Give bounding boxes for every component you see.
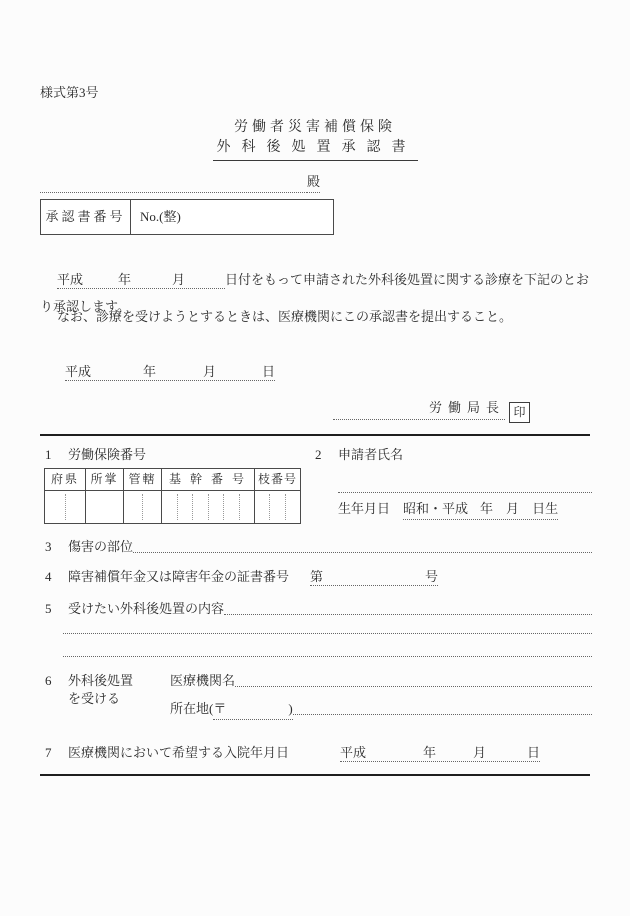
facility-address-row — [170, 700, 592, 720]
section-1-label: 労働保険番号 — [68, 447, 147, 462]
facility-address-label: 所在地( — [170, 701, 214, 716]
birth-date-line — [338, 500, 558, 520]
addressee-suffix: 殿 — [307, 173, 320, 193]
col-header-prefecture: 府県 — [45, 469, 86, 490]
approval-sentence-part1: 日付をもって申請された外科後処置に関する診療を下記のとお — [225, 272, 590, 287]
era-label: 平成 — [340, 745, 367, 760]
admission-date-underline — [340, 745, 540, 762]
section-2-heading — [315, 446, 403, 464]
col-header-branch-number: 枝番号 — [257, 472, 297, 487]
section-7-label: 医療機関において希望する入院年月日 — [68, 745, 290, 760]
decision-date-blank — [65, 364, 275, 381]
section-4-row — [45, 568, 289, 586]
cert-suffix: 号 — [425, 569, 439, 584]
note-paragraph: なお、診療を受けようとするときは、医療機関にこの承認書を提出すること。 — [57, 309, 513, 324]
section-number: 6 — [45, 673, 52, 688]
injury-part-dotted-line — [133, 538, 592, 553]
content-line-2 — [63, 656, 592, 657]
section-number: 3 — [45, 539, 52, 554]
jurisdiction-digit-cell — [86, 491, 124, 523]
era-label: 昭和・平成 — [403, 501, 469, 516]
insurance-table-entry-row — [45, 491, 300, 523]
section-1-heading — [45, 446, 146, 464]
section-4-label: 障害補償年金又は障害年金の証書番号 — [68, 569, 290, 584]
form-title-main — [0, 139, 630, 161]
section-number: 7 — [45, 745, 52, 760]
district-digit-cell — [124, 491, 162, 523]
era-label: 平成 — [57, 272, 84, 287]
paren-close: ) — [288, 701, 293, 716]
approval-paragraph-line2: り承認します。 — [40, 299, 130, 314]
section-2-label: 申請者氏名 — [338, 447, 404, 462]
facility-name-label: 医療機関名 — [170, 673, 236, 688]
prefecture-digit-cell — [45, 491, 86, 523]
section-number: 5 — [45, 601, 52, 616]
section-7-row — [45, 744, 289, 762]
addressee-line — [40, 173, 320, 193]
month-label: 月 — [506, 501, 520, 516]
signer-title: 労働局長 — [429, 400, 506, 415]
cert-prefix: 第 — [310, 569, 324, 584]
day-label: 日 — [527, 745, 541, 760]
content-line-1 — [63, 633, 592, 634]
facility-address-dotted-line — [293, 700, 592, 715]
divider-bottom — [40, 774, 590, 776]
divider-top — [40, 434, 590, 436]
seal-mark: 印 — [513, 404, 526, 419]
section-3-label: 傷害の部位 — [68, 539, 134, 554]
col-header-base-number: 基幹番号 — [162, 469, 255, 490]
year-label: 年 — [143, 364, 157, 379]
branch-number-digit-cell — [255, 491, 300, 523]
birth-date-label: 生年月日 — [338, 501, 391, 516]
era-label: 平成 — [65, 364, 92, 379]
day-born-label: 日生 — [532, 501, 559, 516]
year-label: 年 — [118, 272, 132, 287]
signature-line — [333, 399, 530, 420]
form-title-main-text: 外科後処置承認書 — [213, 139, 418, 161]
treatment-content-dotted-line — [224, 600, 592, 615]
section-3-row — [45, 538, 592, 556]
year-label: 年 — [423, 745, 437, 760]
section-number: 4 — [45, 569, 52, 584]
section-5-row — [45, 600, 592, 618]
section-5-label: 受けたい外科後処置の内容 — [68, 601, 225, 616]
month-label: 月 — [473, 745, 487, 760]
base-number-digit-cell — [162, 491, 255, 523]
approval-paragraph-line1 — [40, 271, 600, 289]
form-title-insurance: 労働者災害補償保険 — [234, 120, 396, 135]
year-label: 年 — [480, 501, 494, 516]
applicant-name-line — [338, 492, 592, 493]
decision-date-line — [65, 363, 275, 381]
col-header-district: 管轄 — [124, 469, 162, 490]
facility-name-row — [170, 672, 592, 690]
facility-name-dotted-line — [235, 672, 592, 687]
postal-code-blank — [213, 700, 292, 720]
section-6-label-line1: 外科後処置 — [68, 673, 134, 688]
birth-date-blank — [403, 500, 558, 520]
approval-number-value: No.(整) — [140, 209, 181, 225]
approval-number-label: 承認書番号 — [41, 200, 131, 234]
admission-date-blank — [340, 744, 540, 762]
insurance-table-header-row — [45, 469, 300, 491]
approval-number-box — [40, 199, 334, 235]
day-label: 日 — [262, 364, 276, 379]
section-6-label-line2: を受ける — [68, 691, 121, 706]
month-label: 月 — [203, 364, 217, 379]
month-label: 月 — [172, 272, 186, 287]
approval-date-blank — [57, 272, 225, 289]
postal-mark: 〒 — [213, 701, 227, 716]
seal-box — [509, 402, 530, 423]
addressee-dotted-leader — [40, 177, 307, 193]
certificate-number-underline — [310, 569, 438, 586]
certificate-number-blank — [310, 568, 438, 586]
signature-underline — [333, 399, 505, 420]
labor-insurance-table — [44, 468, 301, 524]
section-number: 1 — [45, 447, 52, 462]
form-number: 様式第3号 — [40, 85, 99, 100]
col-header-jurisdiction-office: 所掌 — [86, 469, 124, 490]
section-number: 2 — [315, 447, 322, 462]
